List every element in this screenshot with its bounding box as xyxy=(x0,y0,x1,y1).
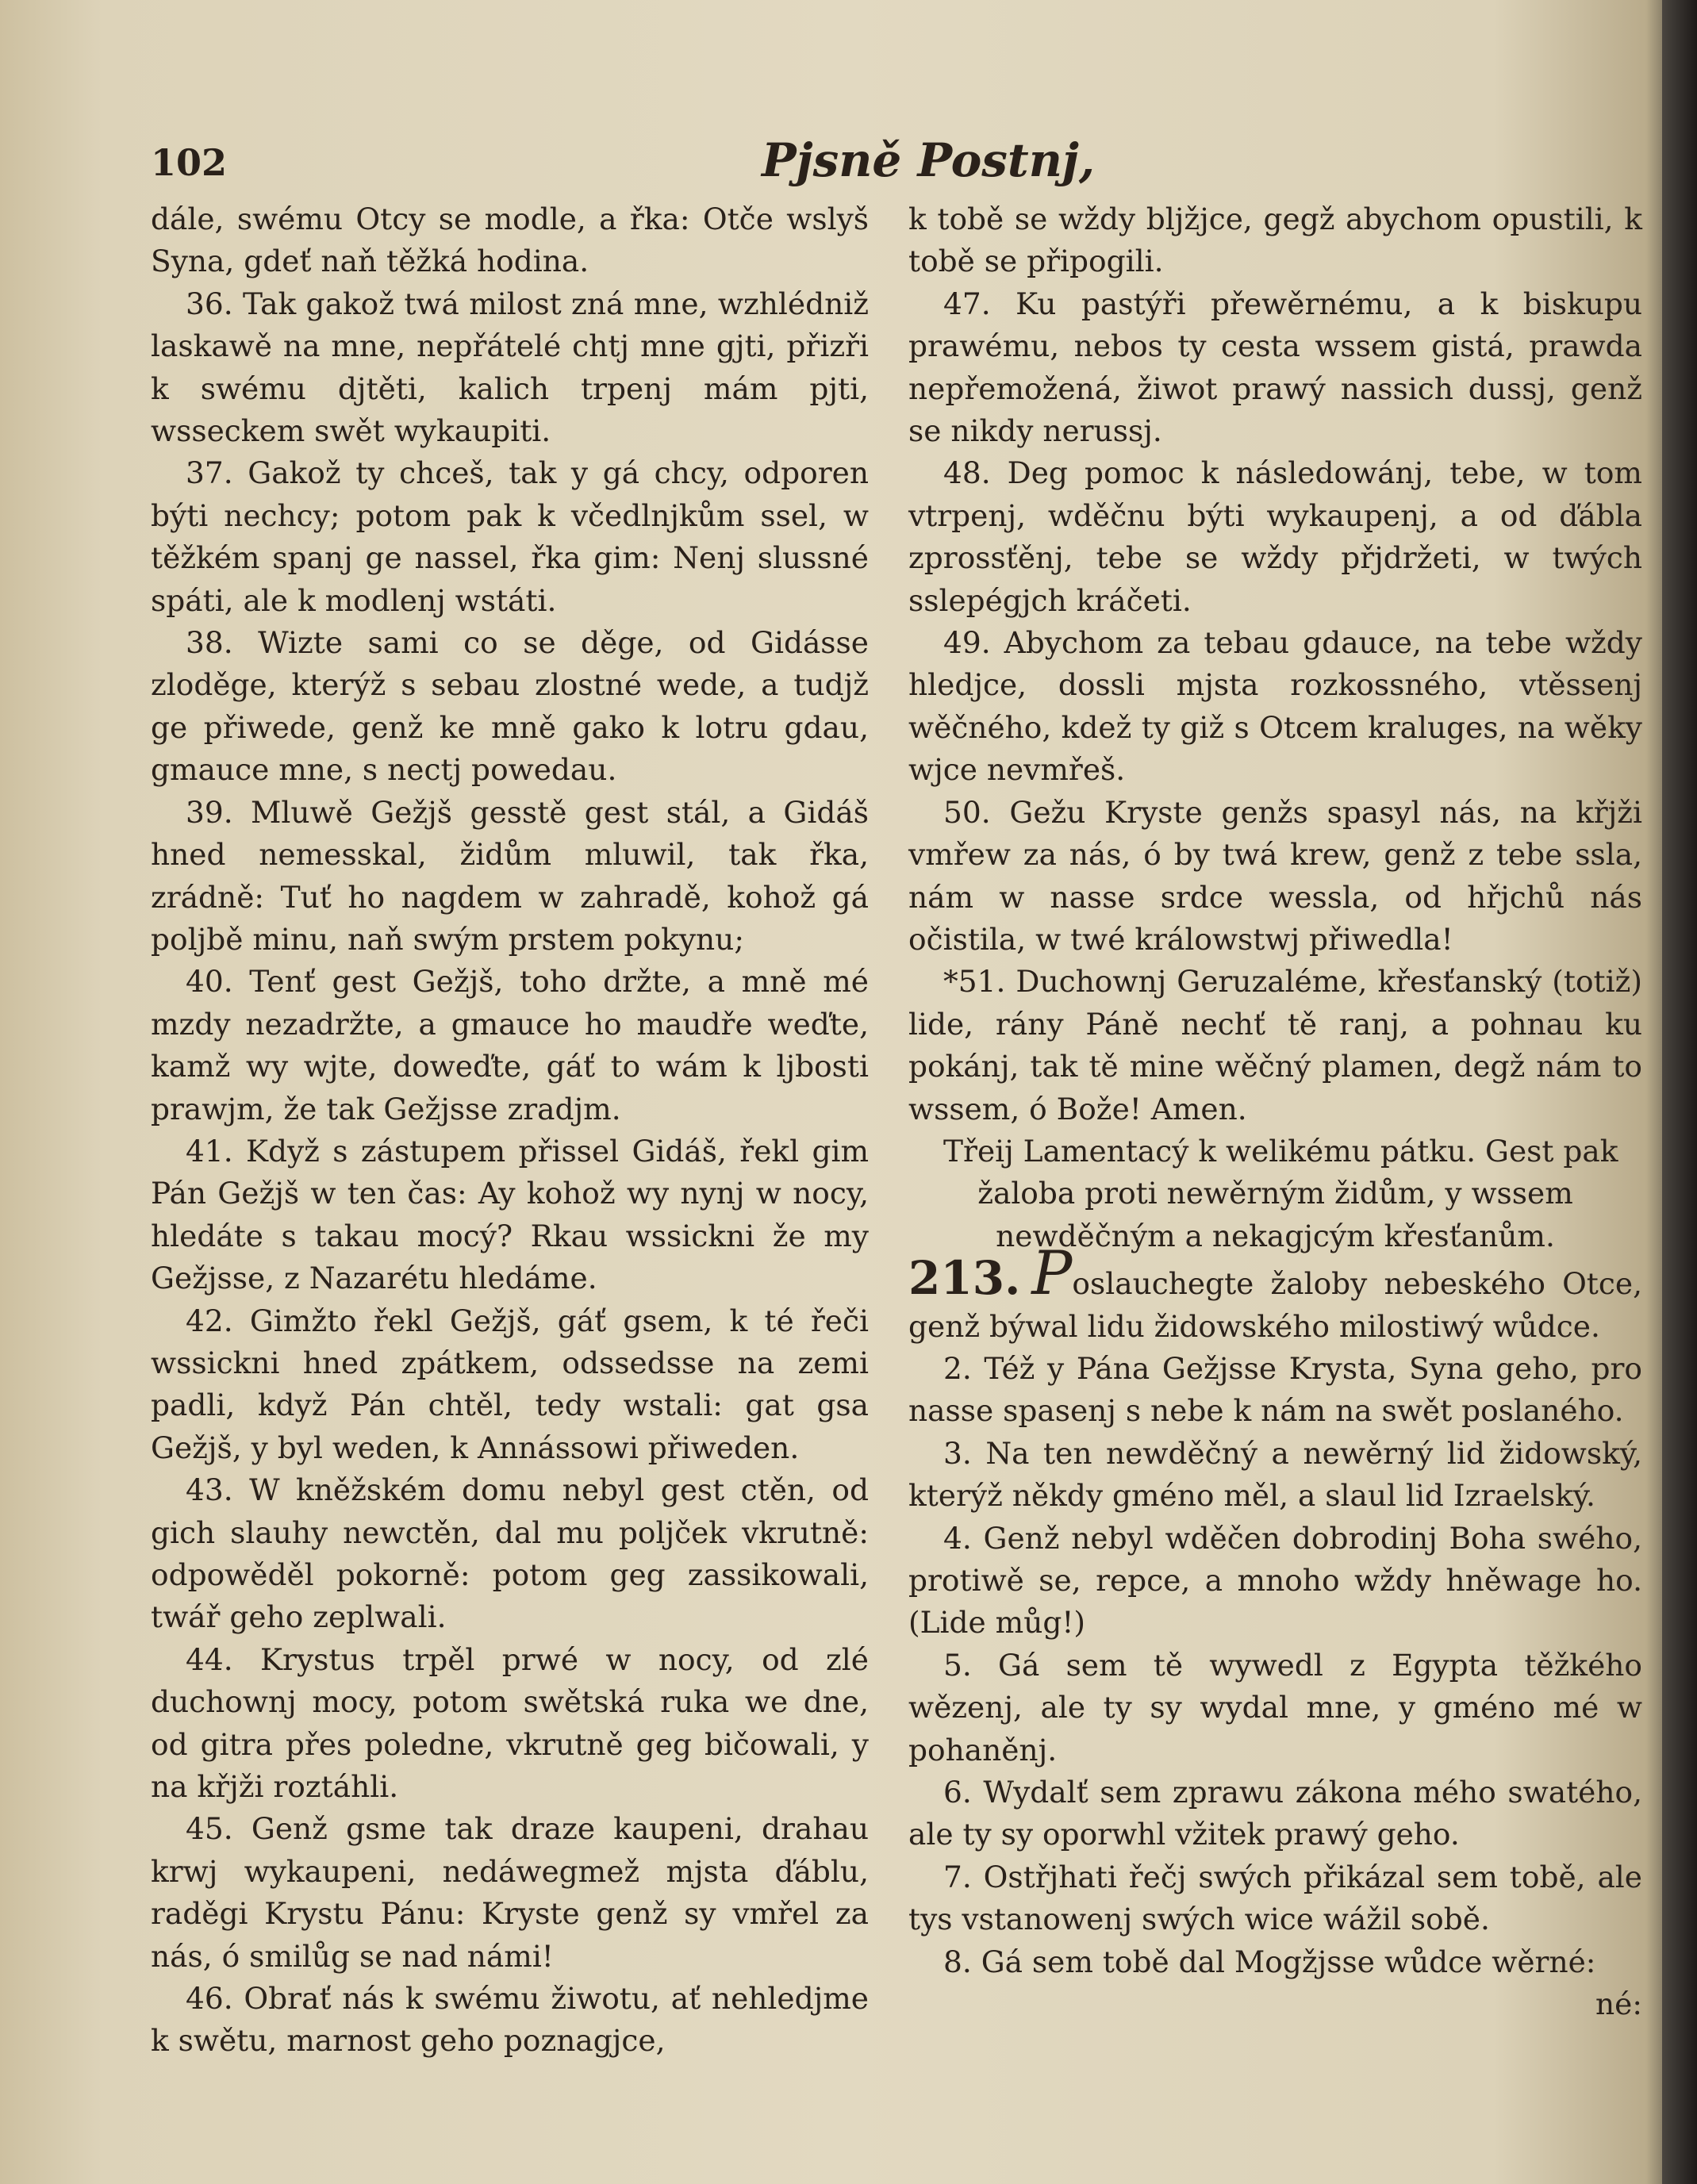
verse-paragraph: 37. Gakož ty chceš, tak y gá chcy, odporen býti nechcy; potom pak k včedlnjkům ssel, w těžkém spanj ge nassel, řka gim: Nenj slussné spáti, ale k modlenj wstáti. xyxy=(151,455,869,618)
verse-paragraph: k tobě se wždy bljžjce, gegž abychom opustili, k tobě se připogili. xyxy=(908,202,1642,279)
hymn-first-verse-text: oslauchegte žaloby nebeského Otce, genž býwal lidu židowského milostiwý wůdce. xyxy=(908,1266,1642,1344)
right-column xyxy=(908,198,1642,2025)
left-column xyxy=(151,198,869,2063)
verse-paragraph: 49. Abychom za tebau gdauce, na tebe wždy hledjce, dossli mjsta rozkossného, vtěssenj wěčného, kdež ty giž s Otcem kraluges, na wěky wjce nevmřeš. xyxy=(908,625,1642,788)
verse-paragraph: 48. Deg pomoc k následowánj, tebe, w tom vtrpenj, wděčnu býti wykaupenj, a od ďábla zprossťěnj, tebe se wždy přjdržeti, w twých sslepégjch kráčeti. xyxy=(908,455,1642,618)
verse-paragraph: 8. Gá sem tobě dal Mogžjsse wůdce wěrné: xyxy=(943,1944,1596,1979)
verse-paragraph: 2. Též y Pána Gežjsse Krysta, Syna geho, pro nasse spasenj s nebe k nám na swět poslaného. xyxy=(908,1350,1642,1429)
verse-paragraph: 4. Genž nebyl wděčen dobrodinj Boha swého, protiwě se, repce, a mnoho wždy hněwage ho. (Lide můg!) xyxy=(908,1520,1642,1641)
verse-paragraph: 5. Gá sem tě wywedl z Egypta těžkého wězenj, ale ty sy wydal mne, y gméno mé w pohaněnj. xyxy=(908,1647,1642,1768)
verse-paragraph: 43. W kněžském domu nebyl gest ctěn, od gich slauhy newctěn, dal mu poljček vkrutně: odpowěděl pokorně: potom geg zassikowali, twář geho zeplwali. xyxy=(151,1472,869,1635)
hymn-caption-line: žaloba proti newěrným židům, y wssem newděčným a nekagjcým křesťanům. xyxy=(977,1176,1573,1253)
verse-paragraph: 7. Ostřjhati řečj swých přikázal sem tobě, ale tys vstanowenj swých wice wážil sobě. xyxy=(908,1859,1642,1937)
verse-paragraph: 40. Tenť gest Gežjš, toho držte, a mně mé mzdy nezadržte, a gmauce ho maudře weďte, kamž wy wjte, doweďte, gáť to wám k ljbosti prawjm, že tak Gežjsse zradjm. xyxy=(151,964,869,1127)
verse-paragraph: 42. Gimžto řekl Gežjš, gáť gsem, k té řeči wssickni hned zpátkem, odssedsse na zemi padli, když Pán chtěl, tedy wstali: gat gsa Gežjš, y byl weden, k Annássowi přiweden. xyxy=(151,1303,869,1465)
page-number: 102 xyxy=(151,141,228,184)
hymn-number: 213. xyxy=(908,1251,1021,1306)
verse-paragraph: 41. Když s zástupem přissel Gidáš, řekl gim Pán Gežjš w ten čas: Ay kohož wy nynj w nocy, hledáte s takau mocý? Rkau wssickni že my Gežjsse, z Nazarétu hledáme. xyxy=(151,1133,869,1296)
verse-paragraph: 47. Ku pastýři přewěrnému, a k biskupu prawému, nebos ty cesta wssem gistá, prawda nepřemožená, žiwot prawý nassich dussj, genž se nikdy nerussj. xyxy=(908,286,1642,449)
catchword: né: xyxy=(1595,1986,1642,2022)
drop-capital: P xyxy=(1031,1238,1073,1309)
verse-paragraph: 46. Obrať nás k swému žiwotu, ať nehledjme k swětu, marnost geho poznagjce, xyxy=(151,1981,869,2059)
hymn-first-verse xyxy=(908,1238,1642,1348)
verse-paragraph: dále, swému Otcy se modle, a řka: Otče wslyš Syna, gdeť naň těžká hodina. xyxy=(151,202,869,279)
hymn-caption-line: Třeij Lamentacý k welikému pátku. Gest pak xyxy=(943,1133,1618,1169)
verse-paragraph: *51. Duchownj Geruzaléme, křesťanský (totiž) lide, rány Páně nechť tě ranj, a pohnau ku pokánj, tak tě mine wěčný plamen, degž nám to wssem, ó Bože! Amen. xyxy=(908,964,1642,1127)
verse-paragraph: 39. Mluwě Gežjš gesstě gest stál, a Gidáš hned nemesskal, židům mluwil, tak řka, zrádně: Tuť ho nagdem w zahradě, kohož gá poljbě minu, naň swým prstem pokynu; xyxy=(151,794,869,957)
verse-paragraph: 45. Genž gsme tak draze kaupeni, drahau krwj wykaupeni, nedáwegmež mjsta ďáblu, raděgi Krystu Pánu: Kryste genž sy vmřel za nás, ó smilůg se nad námi! xyxy=(151,1811,869,1974)
verse-paragraph: 50. Gežu Kryste genžs spasyl nás, na křjži vmřew za nás, ó by twá krew, genž z tebe ssla, nám w nasse srdce wessla, od hřjchů nás očistila, w twé králowstwj přiwedla! xyxy=(908,794,1642,957)
verse-paragraph: 6. Wydalť sem zprawu zákona mého swatého, ale ty sy oporwhl vžitek prawý geho. xyxy=(908,1775,1642,1852)
verse-paragraph: 44. Krystus trpěl prwé w nocy, od zlé duchownj mocy, potom swětská ruka we dne, od gitra přes poledne, vkrutně geg bičowali, y na křjži roztáhli. xyxy=(151,1641,869,1805)
verse-paragraph: 38. Wizte sami co se děge, od Gidásse zloděge, kterýž s sebau zlostné wede, a tudjž ge přiwede, genž ke mně gako k lotru gdau, gmauce mne, s nectj powedau. xyxy=(151,625,869,788)
verse-paragraph: 3. Na ten newděčný a newěrný lid židowský, kterýž někdy gméno měl, a slaul lid Izraelský. xyxy=(908,1435,1642,1514)
verse-paragraph: 36. Tak gakož twá milost zná mne, wzhlédniž laskawě na mne, nepřátelé chtj mne gjti, přizři k swému djtěti, kalich trpenj mám pjti, wsseckem swět wykaupiti. xyxy=(151,286,869,449)
running-title: Pjsně Postnj, xyxy=(762,133,1096,187)
page-edge-shadow xyxy=(1662,0,1697,2184)
